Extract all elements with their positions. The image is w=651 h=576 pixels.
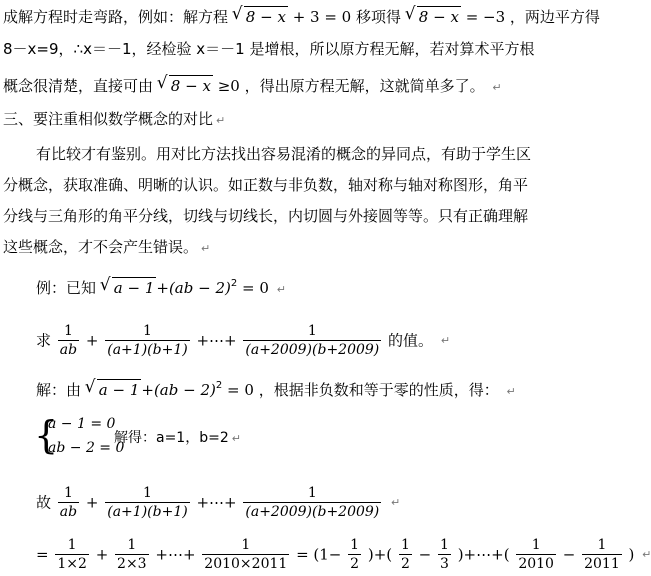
fraction: $\frac{1}{ab}$ — [59, 485, 78, 520]
math-text: = 0 — [227, 381, 254, 399]
math-text: + — [95, 545, 109, 564]
radical: √ a − 1 — [102, 277, 157, 298]
math-text: = 0 — [242, 279, 269, 297]
text: ，两边平方得 — [509, 8, 600, 26]
radical: √ 8 − x — [159, 75, 213, 96]
text: 概念很清楚，直接可由 — [3, 77, 154, 95]
example-line — [36, 274, 286, 300]
text: 8－x=9，∴x＝－1，经检验 x＝－1 是增根，所以原方程无解，若对算术平方根 — [3, 40, 535, 58]
fraction: $\frac{1}{(a+1)(b+1)}$ — [107, 485, 188, 520]
section3-line2: 分概念，获取准确、明晰的认识。如正数与非负数，轴对称与轴对称图形，角平 — [3, 176, 529, 194]
text: 例：已知 — [36, 279, 97, 297]
math-text: )+⋯+( — [457, 545, 510, 564]
therefore-line — [36, 484, 400, 521]
text: 解：由 — [36, 381, 82, 399]
text: ，得出原方程无解，这就简单多了。 — [244, 77, 485, 95]
text: 移项得 — [356, 8, 402, 26]
fraction: $\frac{1}{2}$ — [350, 537, 360, 572]
math-text: + — [85, 331, 99, 350]
math-text: = −3 — [465, 8, 506, 26]
exponent: 2 — [230, 278, 238, 289]
section3-line4: 这些概念，才不会产生错误。 ↵ — [3, 238, 211, 256]
para1-line2 — [3, 39, 534, 59]
fraction: $\frac{1}{3}$ — [440, 537, 449, 572]
paragraph-mark: ↵ — [231, 432, 241, 445]
fraction: $\frac{1}{(a+1)(b+1)}$ — [107, 323, 188, 358]
math-text: +⋯+ — [155, 545, 196, 564]
para1-line1 — [3, 6, 600, 27]
math-text: +⋯+ — [196, 331, 237, 350]
text: ，根据非负数和等于零的性质，得： — [258, 381, 499, 399]
radical: √ 8 − x — [407, 6, 461, 27]
para1-line3 — [3, 75, 502, 98]
fraction: $\frac{1}{(a+2009)(b+2009)}$ — [245, 323, 380, 358]
math-text: ≥0 — [217, 77, 240, 95]
system-eq2: ab − 2 = 0 — [48, 440, 125, 456]
math-text: = — [36, 545, 49, 564]
fraction: $\frac{1}{2\times 3}$ — [117, 537, 147, 572]
section3-line3: 分线与三角形的角平分线，切线与切线长，内切圆与外接圆等等。只有正确理解 — [3, 207, 529, 225]
fraction: $\frac{1}{2}$ — [400, 537, 410, 572]
fraction: $\frac{1}{1\times 2}$ — [57, 537, 87, 572]
system-result: 解得：a=1，b=2 ↵ — [114, 430, 241, 446]
result-line — [36, 536, 651, 573]
fraction: $\frac{1}{2010\times 2011}$ — [204, 537, 288, 572]
paragraph-mark: ↵ — [440, 333, 451, 347]
exponent: 2 — [215, 380, 223, 391]
fraction: $\frac{1}{2011}$ — [584, 537, 620, 572]
paragraph-mark: ↵ — [391, 495, 401, 509]
solution-line — [36, 376, 516, 402]
paragraph-mark: ↵ — [276, 283, 286, 296]
text: 求 — [36, 331, 52, 350]
math-text: +(ab − 2) — [141, 381, 216, 399]
math-text: + 3 = 0 — [292, 8, 352, 26]
math-text: +⋯+ — [196, 493, 237, 512]
fraction: $\frac{1}{ab}$ — [59, 323, 78, 358]
paragraph-mark: ↵ — [492, 81, 502, 94]
system-eq1: a − 1 = 0 — [48, 416, 116, 432]
radical: √ a − 1 — [87, 379, 142, 400]
paragraph-mark: ↵ — [506, 385, 516, 398]
left-brace: { — [34, 413, 59, 457]
text: 成解方程时走弯路，例如：解方程 — [3, 8, 229, 26]
section3-heading: 三、要注重相似数学概念的对比 ↵ — [3, 110, 226, 128]
math-text: +(ab − 2) — [156, 279, 231, 297]
math-text: − — [562, 545, 576, 564]
text: 故 — [36, 493, 52, 512]
math-text: + — [85, 493, 99, 512]
math-text: ) — [628, 545, 635, 564]
paragraph-mark: ↵ — [201, 242, 211, 255]
paragraph-mark: ↵ — [216, 114, 226, 127]
math-text: − — [418, 545, 432, 564]
math-text: )+( — [367, 545, 393, 564]
radical: √ 8 − x — [234, 6, 288, 27]
ask-line — [36, 322, 450, 359]
paragraph-mark: ↵ — [642, 547, 651, 561]
text: 的值。 — [388, 331, 434, 350]
fraction: $\frac{1}{(a+2009)(b+2009)}$ — [245, 485, 380, 520]
section3-line1: 有比较才有鉴别。用对比方法找出容易混淆的概念的异同点，有助于学生区 — [36, 145, 532, 163]
math-text: = (1− — [296, 545, 342, 564]
fraction: $\frac{1}{2010}$ — [518, 537, 554, 572]
